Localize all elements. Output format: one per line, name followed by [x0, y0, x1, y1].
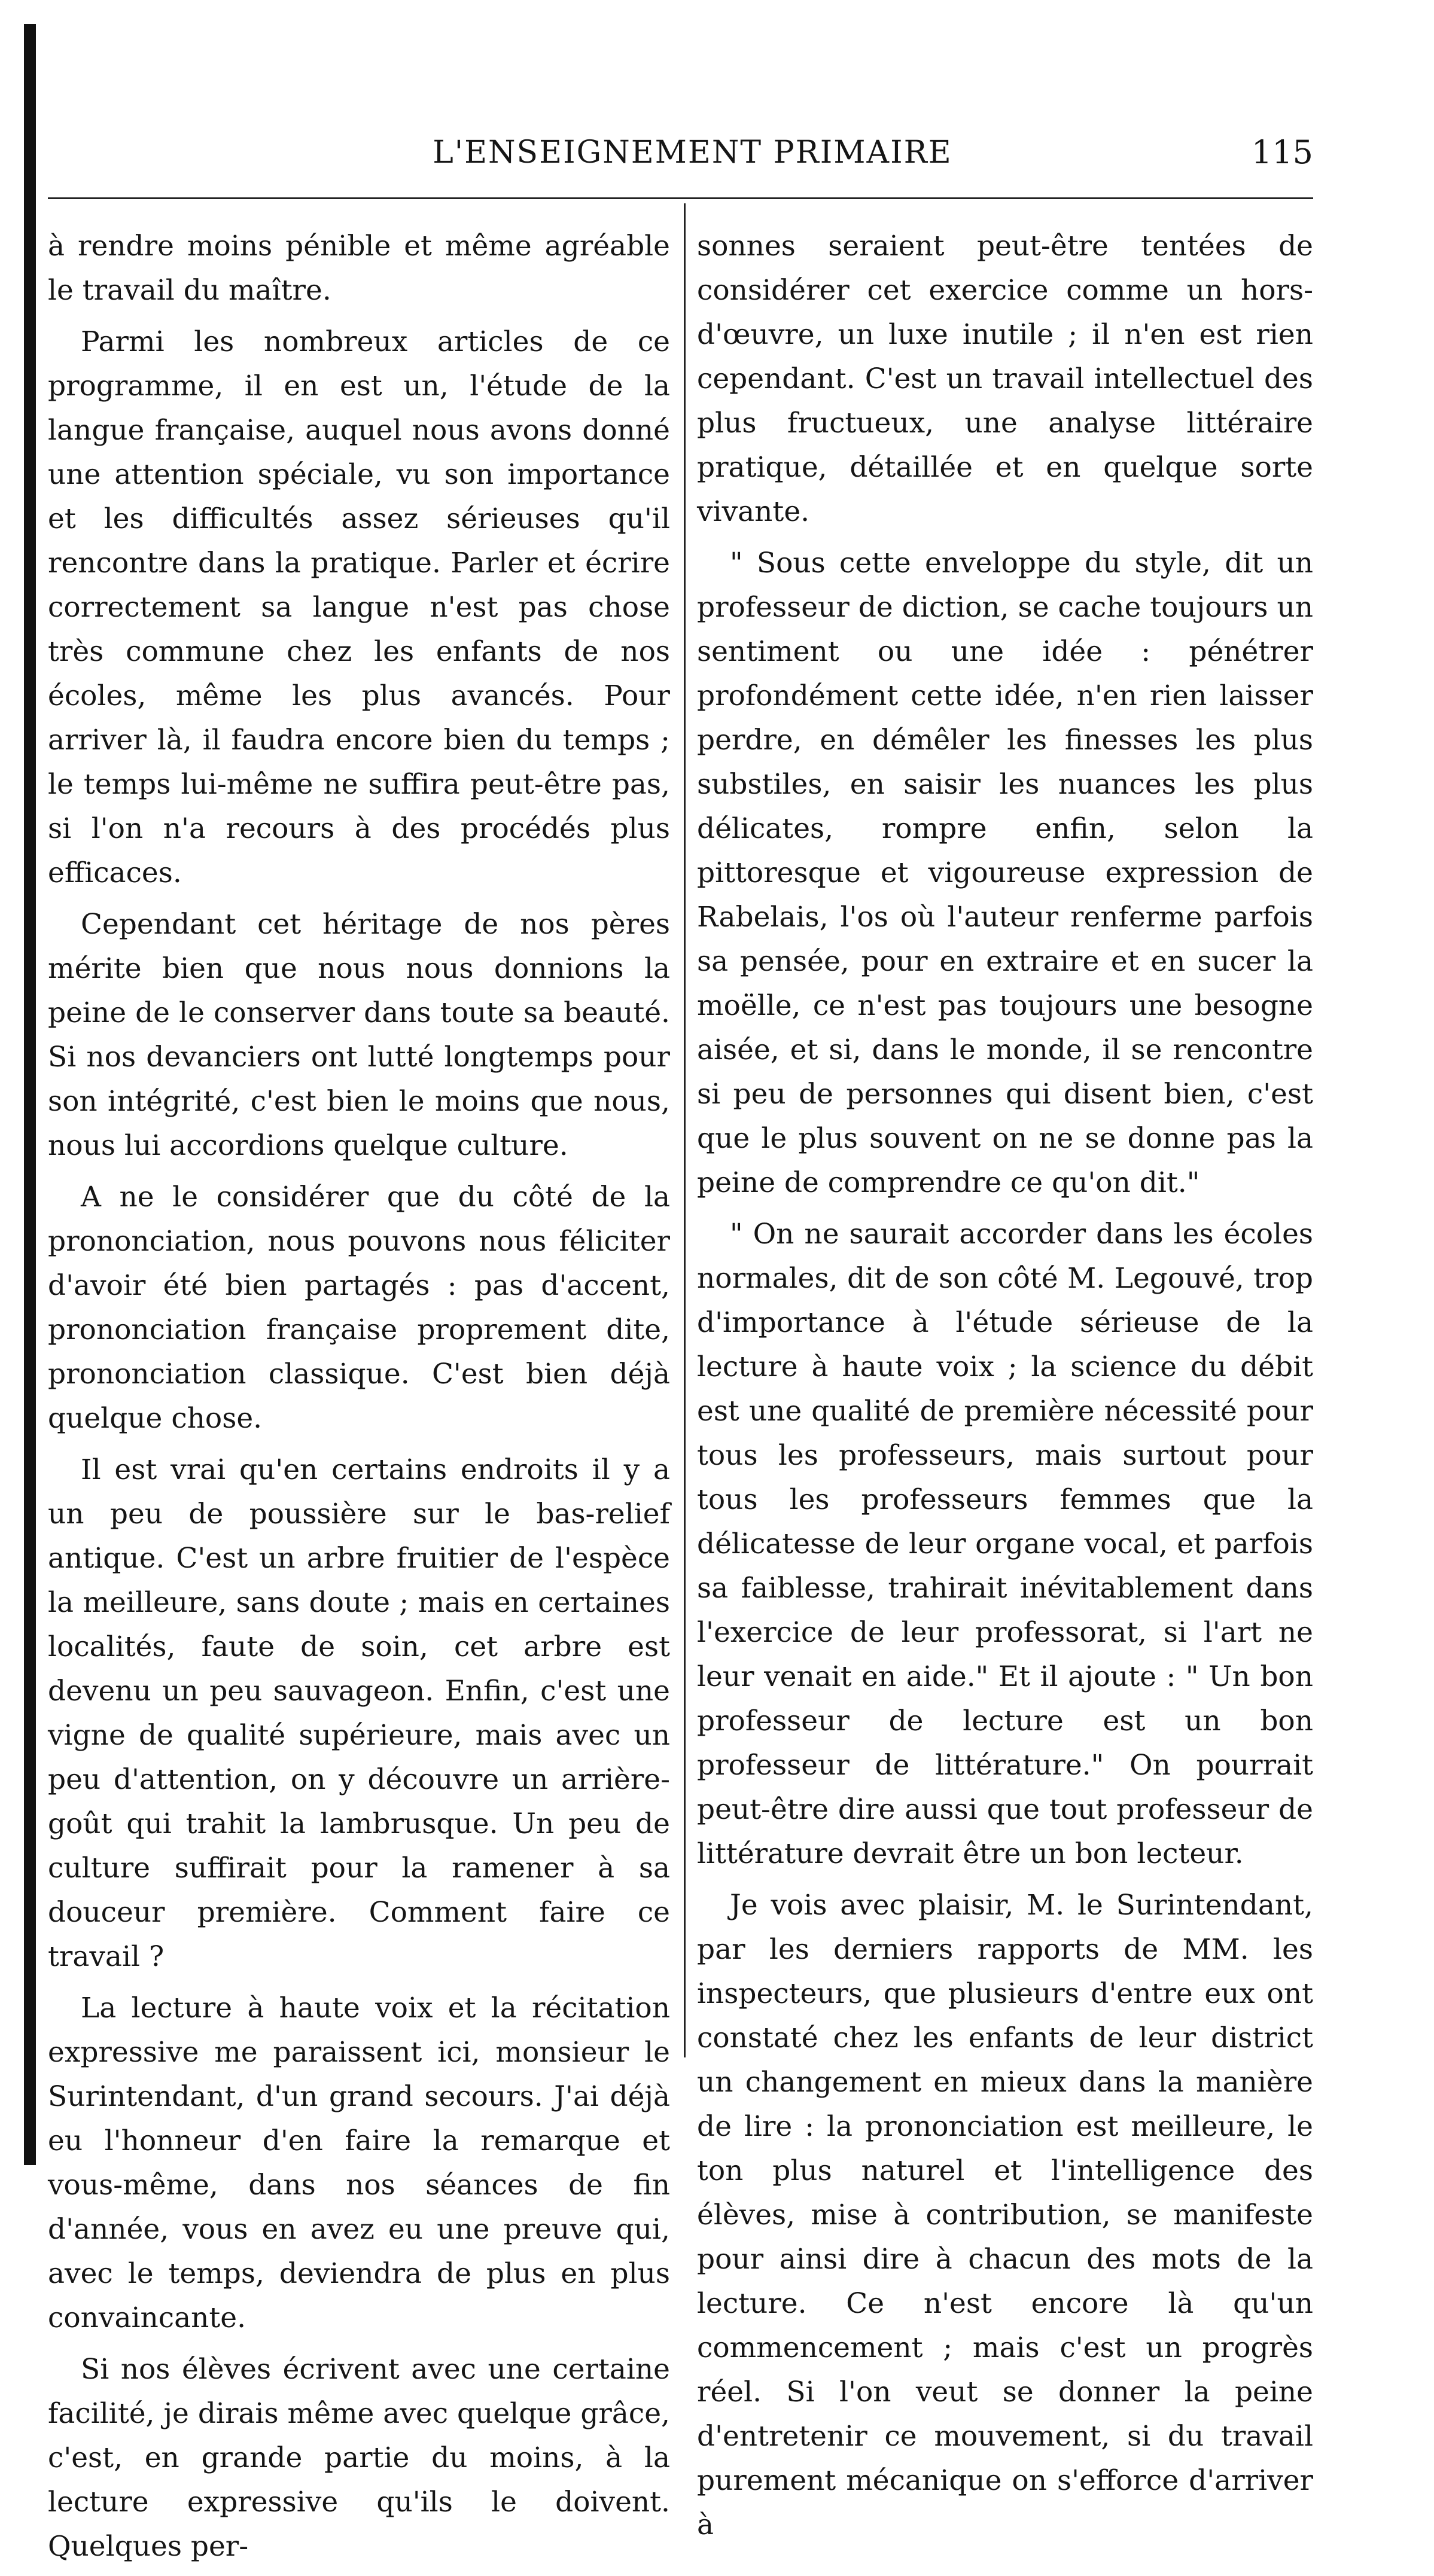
- paragraph: A ne le considérer que du côté de la prononciation, nous pouvons nous féliciter d'avoir été bien partagés : pas d'accent, prononciation française proprement dite, prononciation classique. C'est bien déjà quelque chose.: [48, 1181, 670, 1435]
- column-divider: [684, 203, 686, 2057]
- paragraph: sonnes seraient peut-être tentées de considérer cet exercice comme un hors-d'œuvre, un luxe inutile ; il n'en est rien cependant. C'est un travail intellectuel des plus fructueux, une analyse littéraire pratique, détaillée et en quelque sorte vivante.: [697, 230, 1313, 528]
- page-number: 115: [1251, 133, 1313, 171]
- paragraph: Cependant cet héritage de nos pères mérite bien que nous nous donnions la peine de le conserver dans toute sa beauté. Si nos devanciers ont lutté longtemps pour son intégrité, c'est bien le moins que nous, nous lui accordions quelque culture.: [48, 908, 670, 1162]
- page-edge-rule: [24, 24, 36, 2165]
- paragraph: Je vois avec plaisir, M. le Surintendant, par les derniers rapports de MM. les inspecteurs, que plusieurs d'entre eux ont constaté chez les enfants de leur district un changement en mieux dans la manière de lire : la prononciation est meilleure, le ton plus naturel et l'intelligence des élèves, mise à contribution, se manifeste pour ainsi dire à chacun des mots de la lecture. Ce n'est encore là qu'un commencement ; mais c'est un progrès réel. Si l'on veut se donner la peine d'entretenir ce mouvement, si du travail purement mécanique on s'efforce d'arriver à: [697, 1889, 1313, 2541]
- paragraph: à rendre moins pénible et même agréable le travail du maître.: [48, 230, 670, 307]
- header-rule: [48, 197, 1313, 199]
- paragraph: La lecture à haute voix et la récitation expressive me paraissent ici, monsieur le Surintendant, d'un grand secours. J'ai déjà eu l'honneur d'en faire la remarque et vous-même, dans nos séances de fin d'année, vous en avez eu une preuve qui, avec le temps, deviendra de plus en plus convaincante.: [48, 1992, 670, 2334]
- left-column: [48, 224, 670, 2576]
- right-column: [697, 224, 1313, 2554]
- running-head: [72, 132, 1313, 173]
- paragraph: " On ne saurait accorder dans les écoles normales, dit de son côté M. Legouvé, trop d'importance à l'étude sérieuse de la lecture à haute voix ; la science du débit est une qualité de première nécessité pour tous les professeurs, mais surtout pour tous les professeurs femmes que la délicatesse de leur organe vocal, et parfois sa faiblesse, trahirait inévitablement dans l'exercice de leur professorat, si l'art ne leur venait en aide." Et il ajoute : " Un bon professeur de lecture est un bon professeur de littérature." On pourrait peut-être dire aussi que tout professeur de littérature devrait être un bon lecteur.: [697, 1218, 1313, 1870]
- paragraph: " Sous cette enveloppe du style, dit un professeur de diction, se cache toujours un sentiment ou une idée : pénétrer profondément cette idée, n'en rien laisser perdre, en démêler les finesses les plus substiles, en saisir les nuances les plus délicates, rompre enfin, selon la pittoresque et vigoureuse expression de Rabelais, l'os où l'auteur renferme parfois sa pensée, pour en extraire et en sucer la moëlle, ce n'est pas toujours une besogne aisée, et si, dans le monde, il se rencontre si peu de personnes qui disent bien, c'est que le plus souvent on ne se donne pas la peine de comprendre ce qu'on dit.": [697, 547, 1313, 1199]
- paragraph: Parmi les nombreux articles de ce programme, il en est un, l'étude de la langue française, auquel nous avons donné une attention spéciale, vu son importance et les difficultés assez sérieuses qu'il rencontre dans la pratique. Parler et écrire correctement sa langue n'est pas chose très commune chez les enfants de nos écoles, même les plus avancés. Pour arriver là, il faudra encore bien du temps ; le temps lui-même ne suffira peut-être pas, si l'on n'a recours à des procédés plus efficaces.: [48, 325, 670, 889]
- paragraph: Si nos élèves écrivent avec une certaine facilité, je dirais même avec quelque grâce, c'est, en grande partie du moins, à la lecture expressive qu'ils le doivent. Quelques per-: [48, 2353, 670, 2563]
- paragraph: Il est vrai qu'en certains endroits il y a un peu de poussière sur le bas-relief antique. C'est un arbre fruitier de l'espèce la meilleure, sans doute ; mais en certaines localités, faute de soin, cet arbre est devenu un peu sauvageon. Enfin, c'est une vigne de qualité supérieure, mais avec un peu d'attention, on y découvre un arrière-goût qui trahit la lambrusque. Un peu de culture suffirait pour la ramener à sa douceur première. Comment faire ce travail ?: [48, 1453, 670, 1973]
- running-title: L'ENSEIGNEMENT PRIMAIRE: [433, 135, 952, 170]
